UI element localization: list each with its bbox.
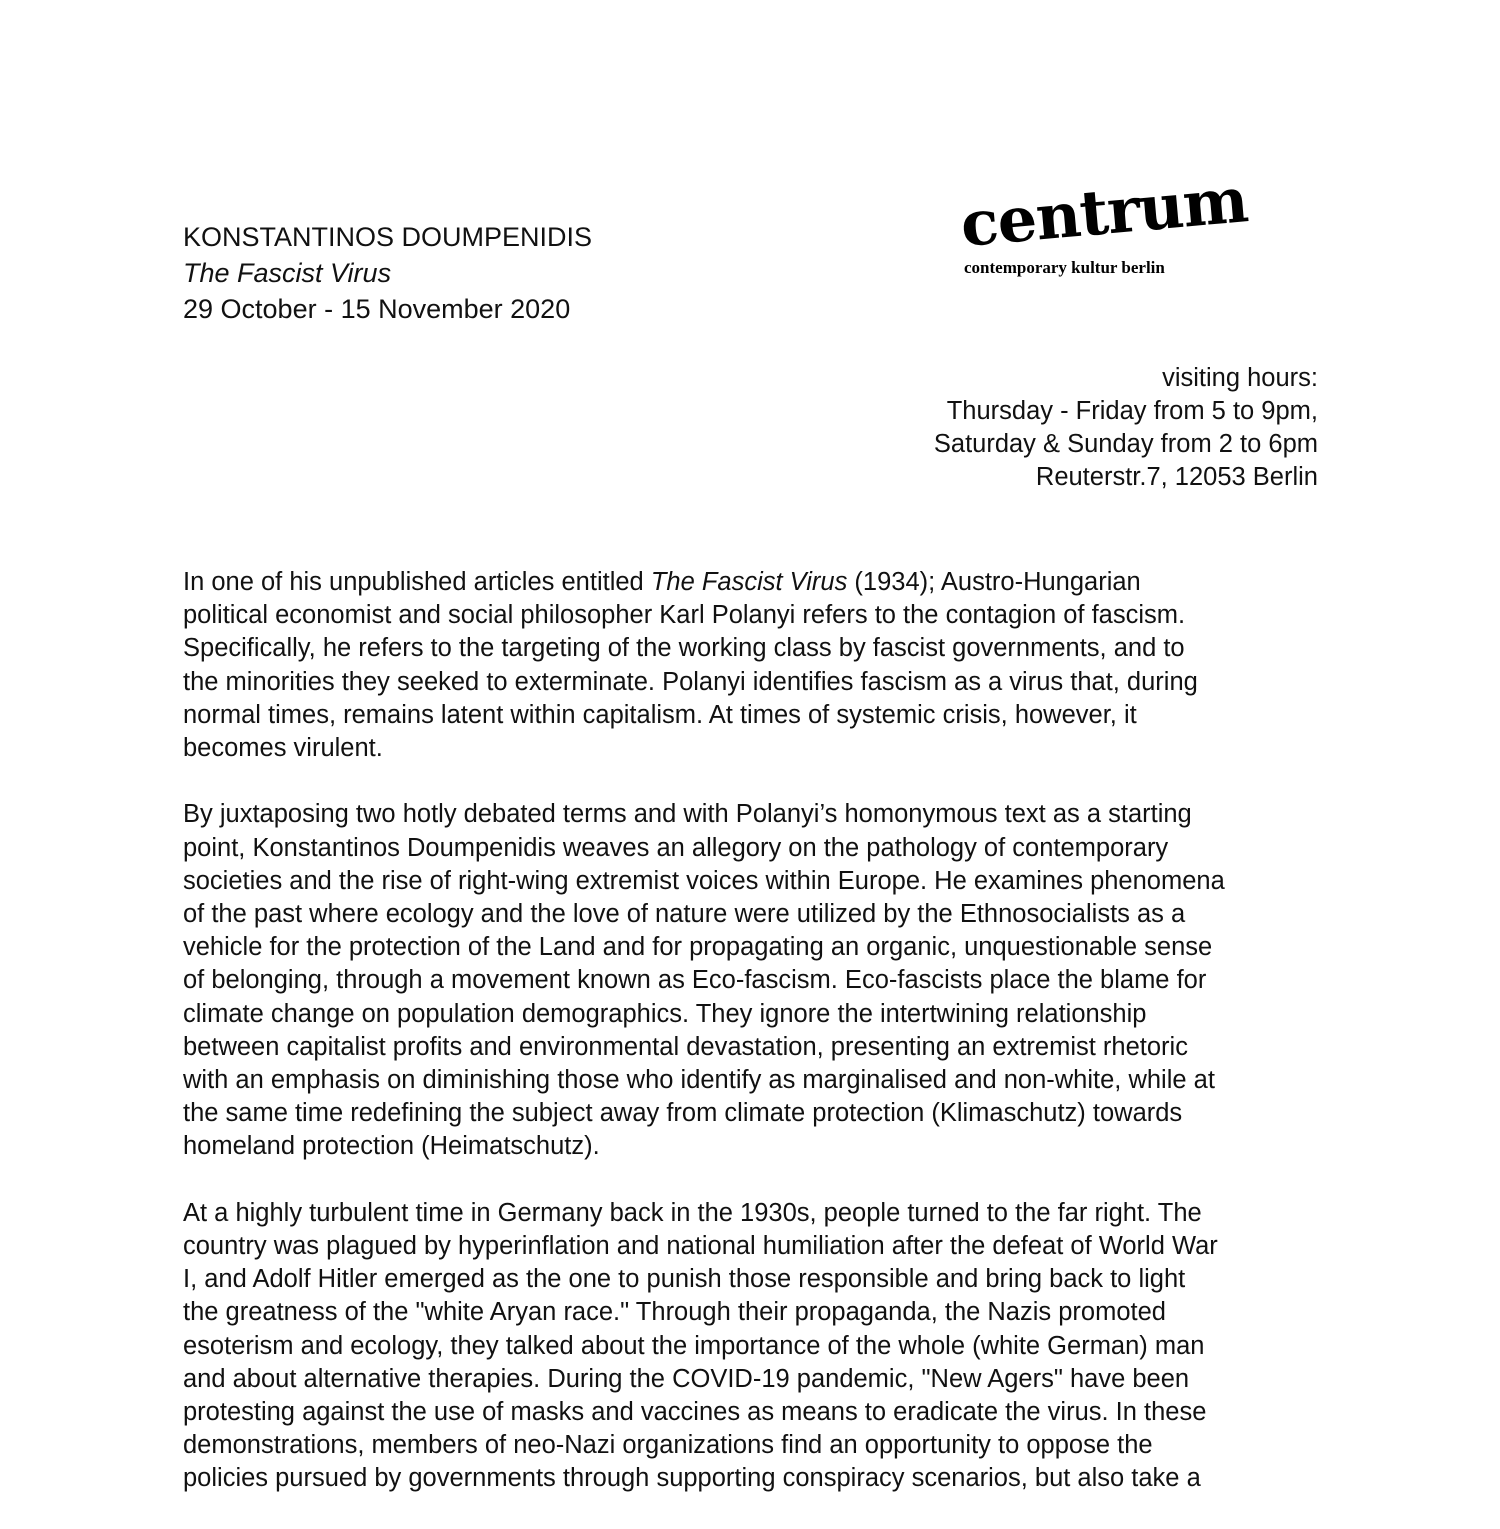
logo-wordmark: centrum [957,163,1251,261]
text-line: becomes virulent. [183,734,383,763]
address: Reuterstr.7, 12053 Berlin [1035,463,1318,491]
text-line: I, and Adolf Hitler emerged as the one to punish those responsible and bring back to light [183,1265,1186,1294]
exhibition-header [183,219,592,327]
text-line: with an emphasis on diminishing those who identify as marginalised and non-white, while at [183,1066,1215,1095]
text-line: the greatness of the "white Aryan race." Through their propaganda, the Nazis promoted [183,1298,1166,1327]
visiting-hours-label: visiting hours: [1162,364,1318,392]
centrum-logo [957,163,1292,290]
paragraph [183,566,1225,765]
text-line: homeland protection (Heimatschutz). [183,1132,600,1161]
body-text [183,566,1225,1529]
intro-text-end: (1934); Austro-Hungarian [847,568,1141,596]
logo-subtitle: contemporary kultur berlin [964,258,1165,277]
text-line: climate change on population demographics. They ignore the intertwining relationship [183,999,1147,1028]
text-line: the minorities they seeked to exterminate. Polanyi identifies fascism as a virus that, during [183,667,1198,696]
artist-name: KONSTANTINOS DOUMPENIDIS [183,222,593,252]
text-line: of the past where ecology and the love of nature were utilized by the Ethnosocialists as a [183,900,1186,929]
text-line: of belonging, through a movement known as Eco-fascism. Eco-fascists place the blame for [183,966,1207,995]
text-line: political economist and social philosopher Karl Polanyi refers to the contagion of fascism. [183,601,1186,630]
text-line: policies pursued by governments through supporting conspiracy scenarios, but also take a [183,1464,1201,1493]
intro-text: In one of his unpublished articles entitled [183,568,651,596]
weekday-hours: Thursday - Friday from 5 to 9pm, [946,397,1318,425]
text-line: esoterism and ecology, they talked about the importance of the whole (white German) man [183,1331,1205,1360]
text-line: At a highly turbulent time in Germany back in the 1930s, people turned to the far right. The [183,1198,1202,1227]
text-line: point, Konstantinos Doumpenidis weaves an allegory on the pathology of contemporary [183,833,1169,862]
text-line [183,566,1225,599]
text-line: the same time redefining the subject away from climate protection (Klimaschutz) towards [183,1099,1183,1128]
weekend-hours: Saturday & Sunday from 2 to 6pm [933,430,1318,458]
visiting-hours [934,362,1318,494]
text-line: Specifically, he refers to the targeting of the working class by fascist governments, and to [183,634,1185,663]
text-line: country was plagued by hyperinflation and national humiliation after the defeat of World War [183,1232,1218,1261]
text-line: normal times, remains latent within capitalism. At times of systemic crisis, however, it [183,700,1137,729]
article-title: The Fascist Virus [650,568,848,596]
text-line: protesting against the use of masks and vaccines as means to eradicate the virus. In these [183,1398,1207,1427]
text-line: demonstrations, members of neo-Nazi organizations find an opportunity to oppose the [183,1431,1153,1460]
paragraph [183,798,1225,1163]
exhibition-dates: 29 October - 15 November 2020 [183,294,571,324]
text-line: vehicle for the protection of the Land and for propagating an organic, unquestionable sense [183,933,1213,962]
exhibition-title: The Fascist Virus [183,258,392,288]
text-line: By juxtaposing two hotly debated terms and with Polanyi’s homonymous text as a starting [183,800,1192,829]
text-line: and about alternative therapies. During the COVID-19 pandemic, "New Agers" have been [183,1364,1190,1393]
text-line: societies and the rise of right-wing extremist voices within Europe. He examines phenomena [183,866,1225,895]
paragraph [183,1197,1225,1496]
text-line: between capitalist profits and environmental devastation, presenting an extremist rhetoric [183,1032,1188,1061]
